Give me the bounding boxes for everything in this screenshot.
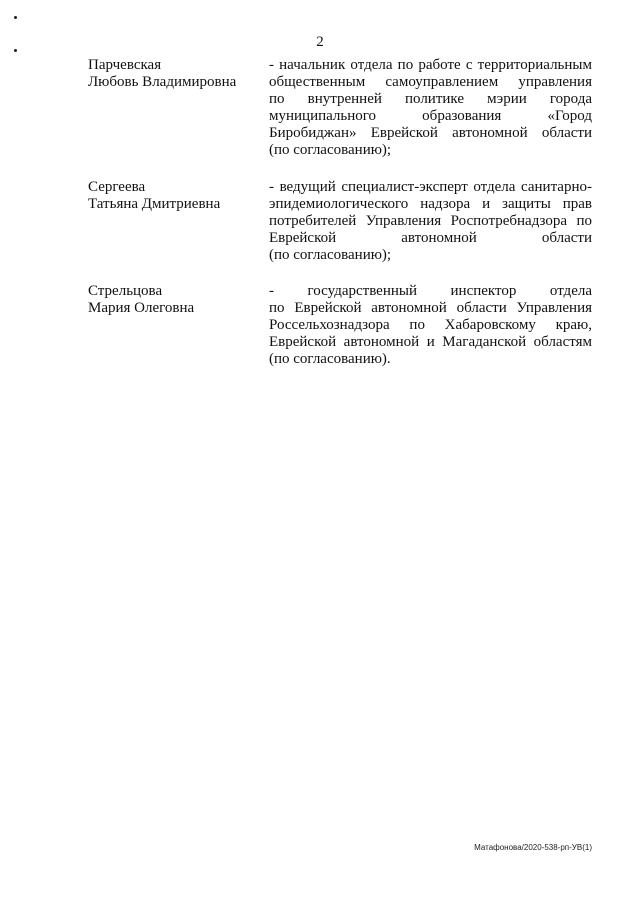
role-line: Еврейской автономной области: [269, 230, 592, 246]
role-line: (по согласованию);: [269, 247, 392, 263]
surname: Сергеева: [88, 179, 146, 195]
role-line: - ведущий специалист-эксперт отдела санитарно-: [269, 179, 592, 195]
role-line: Еврейской автономной и Магаданской областям: [269, 334, 592, 350]
role-line: общественным самоуправлением управления: [269, 74, 592, 90]
member-name: [88, 283, 258, 317]
member-name: [88, 57, 258, 91]
member-name: [88, 179, 258, 213]
scan-mark: [14, 16, 17, 19]
document-code: Матафонова/2020-538-рп-УВ(1): [474, 843, 592, 852]
role-line: Россельхознадзора по Хабаровскому краю,: [269, 317, 592, 333]
role-line: эпидемиологического надзора и защиты прав: [269, 196, 592, 212]
member-role: [269, 179, 592, 264]
member-role: [269, 57, 592, 159]
given-names: Татьяна Дмитриевна: [88, 196, 221, 212]
page-number: 2: [316, 34, 324, 50]
given-names: Любовь Владимировна: [88, 74, 237, 90]
role-line: по внутренней политике мэрии города: [269, 91, 592, 107]
role-line: муниципального образования «Город: [269, 108, 592, 124]
role-line: - государственный инспектор отдела: [269, 283, 592, 299]
role-line: (по согласованию);: [269, 142, 392, 158]
surname: Парчевская: [88, 57, 162, 73]
role-line: Биробиджан» Еврейской автономной области: [269, 125, 592, 141]
role-line: потребителей Управления Роспотребнадзора по: [269, 213, 592, 229]
member-role: [269, 283, 592, 368]
surname: Стрельцова: [88, 283, 163, 299]
role-line: по Еврейской автономной области Управления: [269, 300, 592, 316]
role-line: - начальник отдела по работе с территориальным: [269, 57, 592, 73]
given-names: Мария Олеговна: [88, 300, 195, 316]
role-line: (по согласованию).: [269, 351, 391, 367]
